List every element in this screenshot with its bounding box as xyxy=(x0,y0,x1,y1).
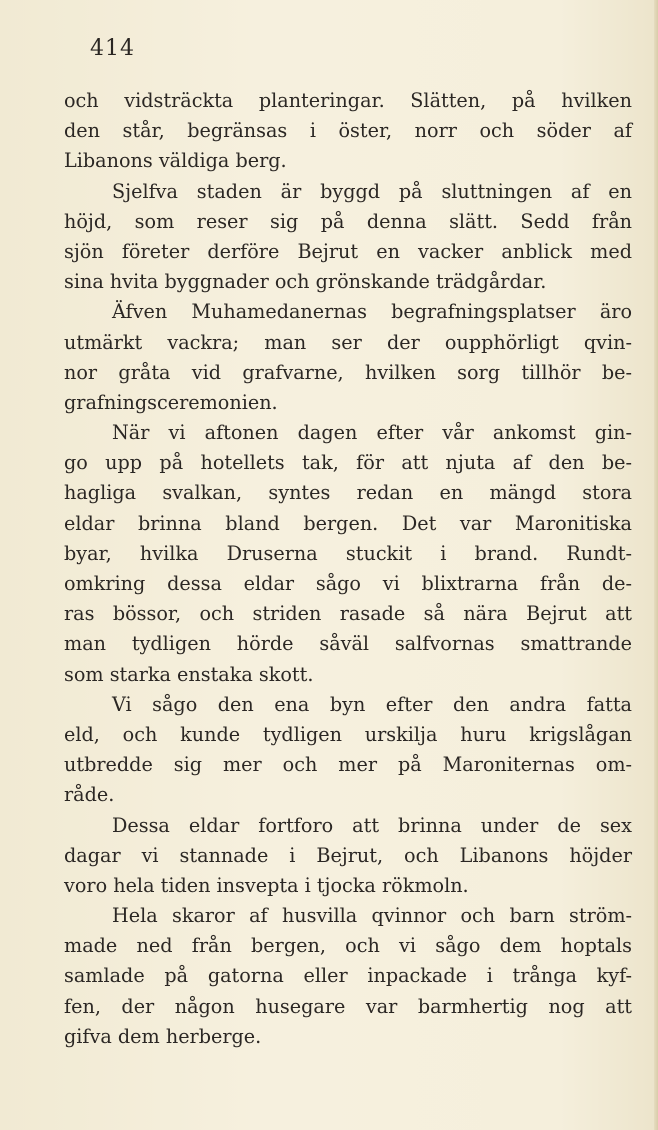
text-line: man tydligen hörde såväl salfvornas smattrande xyxy=(64,632,632,656)
text-line: omkring dessa eldar sågo vi blixtrarna från de- xyxy=(64,572,632,595)
text-line: grafningsceremonien. xyxy=(64,390,278,414)
text-line: När vi aftonen dagen efter vår ankomst gin- xyxy=(112,421,632,445)
text-line: eld, och kunde tydligen urskilja huru krigslågan xyxy=(64,722,632,746)
text-line: Dessa eldar fortforo att brinna under de sex xyxy=(112,813,632,837)
text-line: fen, der någon husegare var barmhertig nog att xyxy=(64,994,632,1018)
text-line: ras bössor, och striden rasade så nära Bejrut att xyxy=(64,602,632,626)
text-line: nor gråta vid grafvarne, hvilken sorg tillhör be- xyxy=(64,360,632,384)
page-edge xyxy=(654,0,658,1130)
text-line: utmärkt vackra; man ser der oupphörligt qvin- xyxy=(64,330,632,354)
text-line: hagliga svalkan, syntes redan en mängd stora xyxy=(64,481,632,505)
text-line: Sjelfva staden är byggd på sluttningen af en xyxy=(112,179,632,203)
text-line: voro hela tiden insvepta i tjocka rökmoln. xyxy=(64,873,469,897)
text-line: den står, begränsas i öster, norr och söder af xyxy=(64,119,632,143)
text-line: och vidsträckta planteringar. Slätten, på hvilken xyxy=(64,89,632,112)
text-line: eldar brinna bland bergen. Det var Maronitiska xyxy=(64,511,632,535)
body-text xyxy=(64,86,632,1052)
text-line: made ned från bergen, och vi sågo dem hoptals xyxy=(64,934,632,958)
text-line: Libanons väldiga berg. xyxy=(64,149,287,173)
text-line: utbredde sig mer och mer på Maroniternas om- xyxy=(64,753,632,777)
text-line: byar, hvilka Druserna stuckit i brand. Rundt- xyxy=(64,541,632,565)
text-line: Äfven Muhamedanernas begrafningsplatser äro xyxy=(112,300,632,324)
text-line: gifva dem herberge. xyxy=(64,1024,262,1048)
text-line: Vi sågo den ena byn efter den andra fatta xyxy=(112,692,632,716)
text-line: samlade på gatorna eller inpackade i trånga kyf- xyxy=(64,964,632,988)
text-line: sjön företer derföre Bejrut en vacker anblick med xyxy=(64,239,632,263)
page-number: 414 xyxy=(90,36,135,61)
text-line: råde. xyxy=(64,783,115,807)
text-line: dagar vi stannade i Bejrut, och Libanons höjder xyxy=(64,843,632,867)
text-line: go upp på hotellets tak, för att njuta af den be- xyxy=(64,451,632,475)
text-line: som starka enstaka skott. xyxy=(64,662,314,686)
text-line: Hela skaror af husvilla qvinnor och barn ström- xyxy=(112,904,632,928)
text-line: höjd, som reser sig på denna slätt. Sedd från xyxy=(64,209,632,233)
text-line: sina hvita byggnader och grönskande trädgårdar. xyxy=(64,270,547,294)
